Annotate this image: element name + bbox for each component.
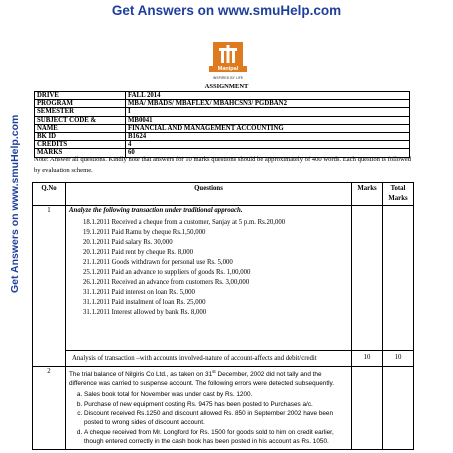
info-row: NAME FINANCIAL AND MANAGEMENT ACCOUNTING (35, 124, 410, 132)
note-text: Note: Answer all questions. Kindly note that answers for 10 marks questions should be approximately of 400 words. Each question is followed by evaluation scheme. (34, 156, 412, 174)
transaction-line: 20.1.2011 Paid salary Rs. 30,000 (83, 239, 173, 246)
transaction-line: 19.1.2011 Paid Ramu by cheque Rs.1,50,000 (83, 229, 206, 236)
list-item: d. A cheque received from Mr. Longford for Rs. 1500 for goods sold to him on credit earlier, though entered correctly in the cash book has been posted in his account as Rs. 1050. (84, 429, 348, 447)
q1-number: 1 (33, 206, 66, 367)
table-row (33, 206, 414, 351)
side-banner: Get Answers on www.smuHelp.com (9, 114, 21, 293)
transaction-line: 21.1.2011 Goods withdrawn for personal use Rs. 5,000 (83, 259, 233, 266)
info-row: SUBJECT CODE & MB0041 (35, 116, 410, 124)
q1-total: 10 (383, 351, 414, 367)
col-questions: Questions (66, 183, 352, 206)
transaction-line: 18.1.2011 Received a cheque from a customer, Sanjay at 5 p.m. Rs.20,000 (83, 219, 286, 226)
col-total: Total Marks (383, 183, 414, 206)
q1-analysis: Analysis of transaction –with accounts involved-nature of account-affects and debit/credit (66, 351, 352, 367)
list-item: b. Purchase of new equipment costing Rs. 9475 has been posted to Purchases a/c. (84, 401, 348, 410)
questions-table (32, 182, 414, 450)
logo-tagline: INSPIRED BY LIFE (212, 76, 244, 80)
col-qno: Q.No (33, 183, 66, 206)
table-row (33, 367, 414, 450)
info-row: MARKS 60 (35, 149, 410, 157)
info-row: PROGRAM MBA/ MBADS/ MBAFLEX/ MBAHCSN3/ PGDBAN2 (35, 100, 410, 108)
list-item: c. Discount received Rs.1250 and discount allowed Rs. 850 in September 2002 have been posted to wrong sides of discount account. (84, 410, 348, 428)
q1-marks: 10 (352, 351, 383, 367)
q2-error-list (69, 391, 348, 447)
transaction-line: 31.1.2011 Paid interest on loan Rs. 5,000 (83, 289, 195, 296)
list-item: a. Sales book total for November was under cast by Rs. 1200. (84, 391, 348, 400)
transaction-line: 20.1.2011 Paid rent by cheque Rs. 8,000 (83, 249, 193, 256)
q1-body (66, 206, 352, 351)
logo-name: Manipal (209, 66, 247, 72)
top-banner: Get Answers on www.smuHelp.com (111, 3, 342, 18)
q2-body (66, 367, 352, 450)
q2-number: 2 (33, 367, 66, 450)
header-row (33, 183, 414, 206)
q2-intro: The trial balance of Nilgiris Co Ltd., as taken on 31st December, 2002 did not tally and the difference was carried to suspense account. The following errors were detected subsequently. (69, 369, 335, 387)
info-row: BK ID B1624 (35, 133, 410, 141)
info-table (34, 91, 410, 158)
transaction-line: 26.1.2011 Received an advance from customers Rs. 3,00,000 (83, 279, 250, 286)
transaction-line: 25.1.2011 Paid an advance to suppliers of goods Rs. 1,00,000 (83, 269, 251, 276)
col-marks: Marks (352, 183, 383, 206)
info-row: SEMESTER I (35, 108, 410, 116)
assignment-heading: ASSIGNMENT (204, 83, 249, 90)
info-row: CREDITS 4 (35, 141, 410, 149)
q1-title: Analyze the following transaction under traditional approach. (69, 207, 243, 214)
transaction-line: 31.1.2011 Paid instalment of loan Rs. 25,000 (83, 299, 206, 306)
transaction-line: 31.1.2011 Interest allowed by bank Rs. 8,000 (83, 309, 207, 316)
info-row: DRIVE FALL 2014 (35, 92, 410, 100)
table-row (33, 351, 414, 367)
